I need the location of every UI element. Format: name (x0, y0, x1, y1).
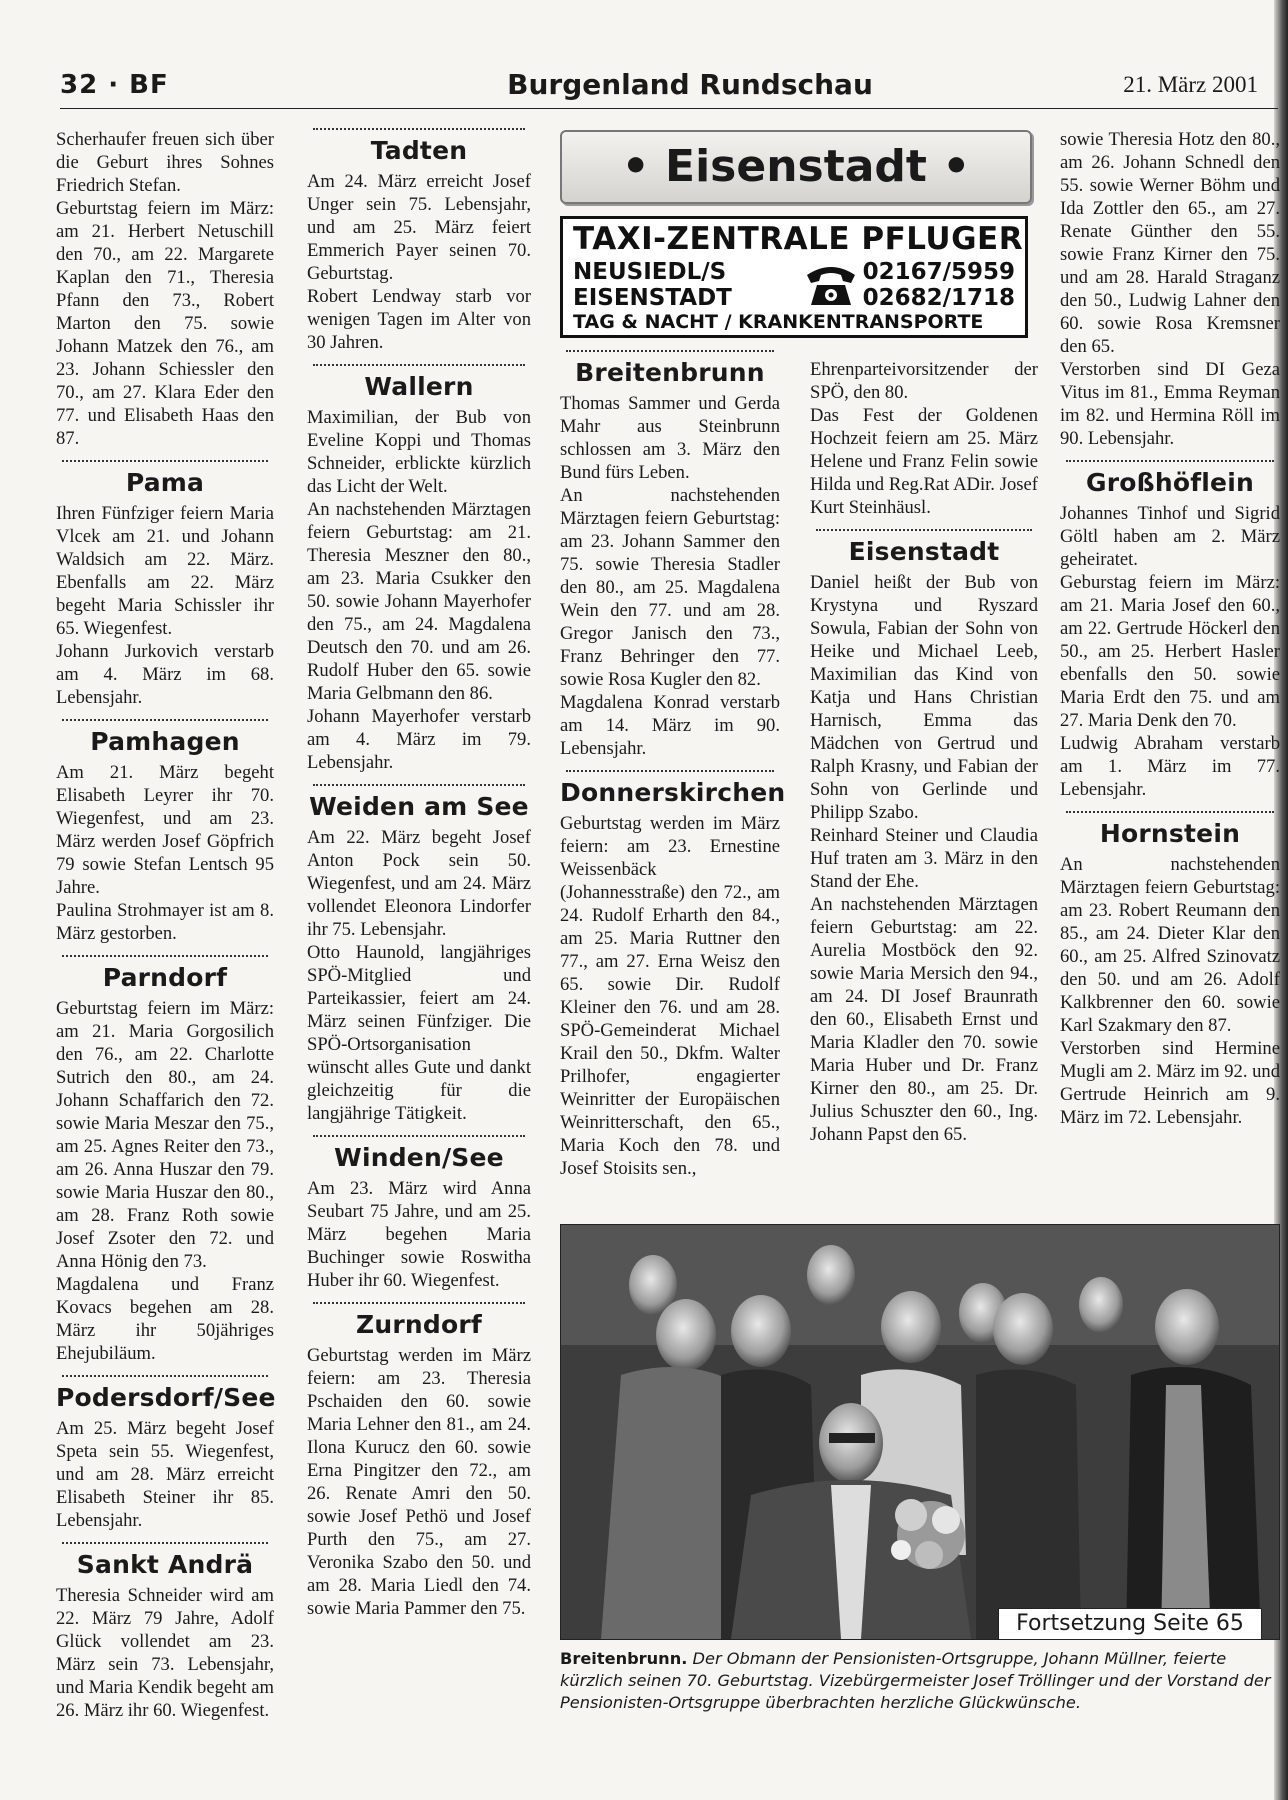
telephone-icon (803, 261, 859, 307)
section-title: Winden/See (334, 1143, 504, 1172)
section-title: Eisenstadt (848, 537, 1000, 566)
article-paragraph: An nachstehenden Märztagen feiern Geburtstag: am 22. Aurelia Mostböck den 92. sowie Maria Mersich den 94., am 24. DI Josef Braunrath den 60., Elisabeth Ernst und Maria Kladler den 70. sowie Maria Huber und Dr. Franz Kirner den 80., am 25. Dr. Julius Schuszter den 60., Ing. Johann Papst den 65. (810, 894, 1038, 1145)
taxi-place-neusiedl: NEUSIEDL/S (573, 259, 727, 285)
column-2 (307, 128, 531, 1620)
article-paragraph: Geburtstag werden im März feiern: am 23. Ernestine Weissenbäck (Johannesstraße) den 72., am 24. Rudolf Erharth den 84., am 25. Maria Ruttner den 77., am 27. Erna Weisz den 65. sowie Dir. Rudolf Kleiner den 76. und am 28. SPÖ-Gemeinderat Michael Krail den 50., Dkfm. Walter Prilhofer, engagierter Weinritter der Europäischen Weinritterschaft, den 65., Maria Koch den 78. und Josef Stoisits sen., (560, 813, 780, 1179)
article-paragraph: Thomas Sammer und Gerda Mahr aus Steinbrunn schlossen am 3. März den Bund fürs Leben. (560, 393, 780, 483)
section-divider (62, 719, 268, 721)
article-paragraph: Am 25. März begeht Josef Speta sein 55. Wiegenfest, und am 28. März erreicht Elisabeth Steiner ihr 85. Lebensjahr. (56, 1418, 274, 1531)
section-divider (62, 1542, 268, 1544)
section-title: Podersdorf/See (56, 1383, 276, 1412)
article-paragraph: Das Fest der Goldenen Hochzeit feiern am 25. März Helene und Franz Felin sowie Hilda und Reg.Rat ADir. Josef Kurt Steinhäusl. (810, 405, 1038, 518)
section-title: Pama (125, 468, 205, 497)
section-title: Hornstein (1099, 819, 1241, 848)
article-paragraph: Verstorben sind Hermine Mugli am 2. März im 92. und Gertrude Heinrich am 9. März im 72. Lebensjahr. (1060, 1038, 1281, 1128)
newspaper-title: Burgenland Rundschau (507, 68, 873, 101)
section-divider (816, 529, 1032, 531)
article-paragraph: Johann Jurkovich verstarb am 4. März im 68. Lebensjahr. (56, 641, 274, 708)
header-rule (60, 108, 1278, 109)
section-title: Weiden am See (309, 792, 529, 821)
photo-caption (560, 1648, 1278, 1714)
taxi-phone-eisenstadt: 02682/1718 (862, 285, 1015, 311)
article-paragraph: An nachstehenden Märztagen feiern Geburtstag: am 23. Johann Sammer den 75. sowie Theresia Stadler den 80., am 25. Magdalena Wein den 77. und am 28. Gregor Janisch den 73., Franz Behringer den 77. sowie Rosa Kugler den 82. (560, 485, 780, 690)
eisenstadt-banner: • Eisenstadt • (560, 130, 1032, 204)
section-title: Pamhagen (90, 727, 240, 756)
taxi-service-line: TAG & NACHT / KRANKENTRANSPORTE (573, 311, 984, 333)
article-paragraph: Geburstag feiern im März: am 21. Maria Josef den 60., am 22. Gertrude Höckerl den 50., am 25. Herbert Hasler ebenfalls den 50. sowie Maria Erdt den 75. und am 27. Maria Denk den 70. (1060, 572, 1280, 731)
column-5 (1060, 128, 1280, 1129)
section-divider (62, 955, 268, 957)
section-title: Breitenbrunn (575, 358, 765, 387)
section-title: Großhöflein (1086, 468, 1254, 497)
section-divider (62, 460, 268, 462)
section-divider (313, 1135, 525, 1137)
article-paragraph: Ludwig Abraham verstarb am 1. März im 77. Lebensjahr. (1060, 733, 1280, 800)
taxi-advertisement (560, 216, 1028, 338)
section-title: Wallern (364, 372, 474, 401)
column-3 (560, 340, 786, 1180)
section-divider (313, 784, 525, 786)
section-divider (1066, 811, 1274, 813)
issue-date: 21. März 2001 (1123, 72, 1258, 97)
article-paragraph: Geburtstag werden im März feiern: am 23. Theresia Pschaiden den 60. sowie Maria Lehner den 81., am 24. Ilona Kurucz den 60. sowie Erna Pingitzer den 72., am 26. Renate Amri den 50. sowie Josef Pethö und Josef Purth den 75., am 27. Veronika Szabo den 50. und am 28. Maria Liedl den 74. sowie Maria Pammer den 75. (307, 1345, 531, 1619)
article-paragraph: Johann Mayerhofer verstarb am 4. März im 79. Lebensjahr. (307, 706, 531, 773)
page-number: 32 · BF (60, 70, 169, 100)
article-paragraph: Scherhaufer freuen sich über die Geburt ihres Sohnes Friedrich Stefan. (56, 129, 274, 196)
article-paragraph: Theresia Schneider wird am 22. März 79 Jahre, Adolf Glück vollendet am 23. März sein 73. Lebensjahr, und Maria Kendik begeht am 26. März ihr 60. Wiegenfest. (56, 1585, 274, 1721)
article-paragraph: Johannes Tinhof und Sigrid Göltl haben am 2. März geheiratet. (1060, 503, 1280, 570)
continued-on-page-label: Fortsetzung Seite 65 (998, 1608, 1262, 1640)
article-paragraph: Ihren Fünfziger feiern Maria Vlcek am 21. und Johann Waldsich am 22. März. Ebenfalls am 22. März begeht Maria Schissler ihr 65. Wiegenfest. (56, 503, 274, 639)
article-paragraph: Am 23. März wird Anna Seubart 75 Jahre, und am 25. März begehen Maria Buchinger sowie Roswitha Huber ihr 60. Wiegenfest. (307, 1178, 531, 1291)
article-paragraph: Otto Haunold, langjähriges SPÖ-Mitglied und Parteikassier, feiert am 24. März seinen Fünfziger. Die SPÖ-Ortsorganisation wünscht alles Gute und dankt gleichzeitig für die langjährige Tätigkeit. (307, 942, 531, 1124)
section-divider (1066, 460, 1274, 462)
section-title: Tadten (370, 136, 468, 165)
article-paragraph: Ehrenparteivorsitzender der SPÖ, den 80. (810, 359, 1038, 403)
article-paragraph: Geburtstag feiern im März: am 21. Herbert Netuschill den 70., am 22. Margarete Kaplan den 71., Theresia Pfann den 73., Robert Marton den 75. sowie Johann Matzek den 76., am 23. Johann Schiessler den 70., am 27. Klara Eder den 77. und Elisabeth Haas den 87. (56, 198, 274, 449)
taxi-phone-neusiedl: 02167/5959 (862, 259, 1015, 285)
group-photo (560, 1224, 1280, 1640)
article-paragraph: Geburtstag feiern im März: am 21. Maria Gorgosilich den 76., am 22. Charlotte Sutrich den 80., am 24. Johann Schaffarich den 72. sowie Maria Meszar den 75., am 25. Agnes Reiter den 73., am 26. Anna Huszar den 79. sowie Maria Huszar den 80., am 28. Franz Roth sowie Josef Zsoter den 72. und Anna Hönig den 73. (56, 998, 274, 1272)
article-paragraph: Magdalena Konrad verstarb am 14. März im 90. Lebensjahr. (560, 692, 780, 759)
article-paragraph: Daniel heißt der Bub von Krystyna und Ryszard Sowula, Fabian der Sohn von Heike und Michael Leeb, Maximilian das Kind von Katja und Hans Christian Harnisch, Emma das Mädchen von Gertrud und Ralph Krasny, und Fabian der Sohn von Gerlinde und Philipp Szabo. (810, 572, 1038, 823)
column-1 (56, 128, 274, 1722)
taxi-title: TAXI-ZENTRALE PFLUGER (573, 221, 1024, 257)
article-paragraph: Paulina Strohmayer ist am 8. März gestorben. (56, 900, 274, 944)
article-paragraph: Robert Lendway starb vor wenigen Tagen im Alter von 30 Jahren. (307, 286, 531, 353)
section-title: Zurndorf (356, 1310, 482, 1339)
section-divider (566, 770, 774, 772)
group-photo-illustration (561, 1225, 1279, 1639)
caption-text: Der Obmann der Pensionisten-Ortsgruppe, Johann Müllner, feierte kürzlich seinen 70. Geburtstag. Vizebürgermeister Josef Tröllinger und der Vorstand der Pensionisten-Ortsgruppe überbrachten herzliche Glückwünsche. (560, 1649, 1271, 1712)
article-paragraph: An nachstehenden Märztagen feiern Geburtstag: am 21. Theresia Meszner den 80., am 23. Maria Csukker den 50. sowie Johann Mayerhofer den 75., am 24. Magdalena Deutsch den 70. und am 26. Rudolf Huber den 65. sowie Maria Gelbmann den 86. (307, 499, 531, 704)
article-paragraph: sowie Theresia Hotz den 80., am 26. Johann Schnedl den 55. sowie Werner Böhm und Ida Zottler den 65., am 27. Renate Günther den 55. sowie Franz Kirner den 75. und am 28. Harald Straganz den 50., Ludwig Lahner den 60. sowie Rosa Kremsner den 65. (1060, 129, 1280, 357)
section-divider (566, 350, 774, 352)
article-paragraph: Am 21. März begeht Elisabeth Leyrer ihr 70. Wiegenfest, und am 23. März werden Josef Göpfrich 79 sowie Stefan Lentsch 95 Jahre. (56, 762, 274, 898)
article-paragraph: Reinhard Steiner und Claudia Huf traten am 3. März in den Stand der Ehe. (810, 825, 1038, 892)
article-paragraph: Verstorben sind DI Geza Vitus im 81., Emma Reyman im 82. und Hermina Röll im 90. Lebensjahr. (1060, 359, 1280, 449)
section-divider (313, 128, 525, 130)
section-title: Donnerskirchen (560, 778, 786, 807)
caption-lead: Breitenbrunn. (560, 1649, 688, 1668)
section-divider (313, 1302, 525, 1304)
section-title: Sankt Andrä (76, 1550, 254, 1579)
section-title: Parndorf (102, 963, 228, 992)
article-paragraph: An nachstehenden Märztagen feiern Geburtstag: am 23. Robert Reumann den 85., am 24. Dieter Klar den 60., am 25. Alfred Szinovatz den 50. und am 26. Adolf Kalkbrenner den 60. sowie Karl Szakmary den 87. (1060, 854, 1280, 1036)
section-divider (313, 364, 525, 366)
article-paragraph: Am 24. März erreicht Josef Unger sein 75. Lebensjahr, und am 25. März feiert Emmerich Payer seinen 70. Geburtstag. (307, 171, 531, 284)
article-paragraph: Am 22. März begeht Josef Anton Pock sein 50. Wiegenfest, und am 24. März vollendet Eleonora Lindorfer ihr 75. Lebensjahr. (307, 827, 531, 940)
column-4 (810, 358, 1038, 1146)
article-paragraph: Magdalena und Franz Kovacs begehen am 28. März ihr 50jähriges Ehejubiläum. (56, 1274, 274, 1364)
taxi-place-eisenstadt: EISENSTADT (573, 285, 732, 311)
page-header (60, 66, 1278, 106)
section-divider (62, 1375, 268, 1377)
article-paragraph: Maximilian, der Bub von Eveline Koppi und Thomas Schneider, erblickte kürzlich das Licht der Welt. (307, 407, 531, 497)
